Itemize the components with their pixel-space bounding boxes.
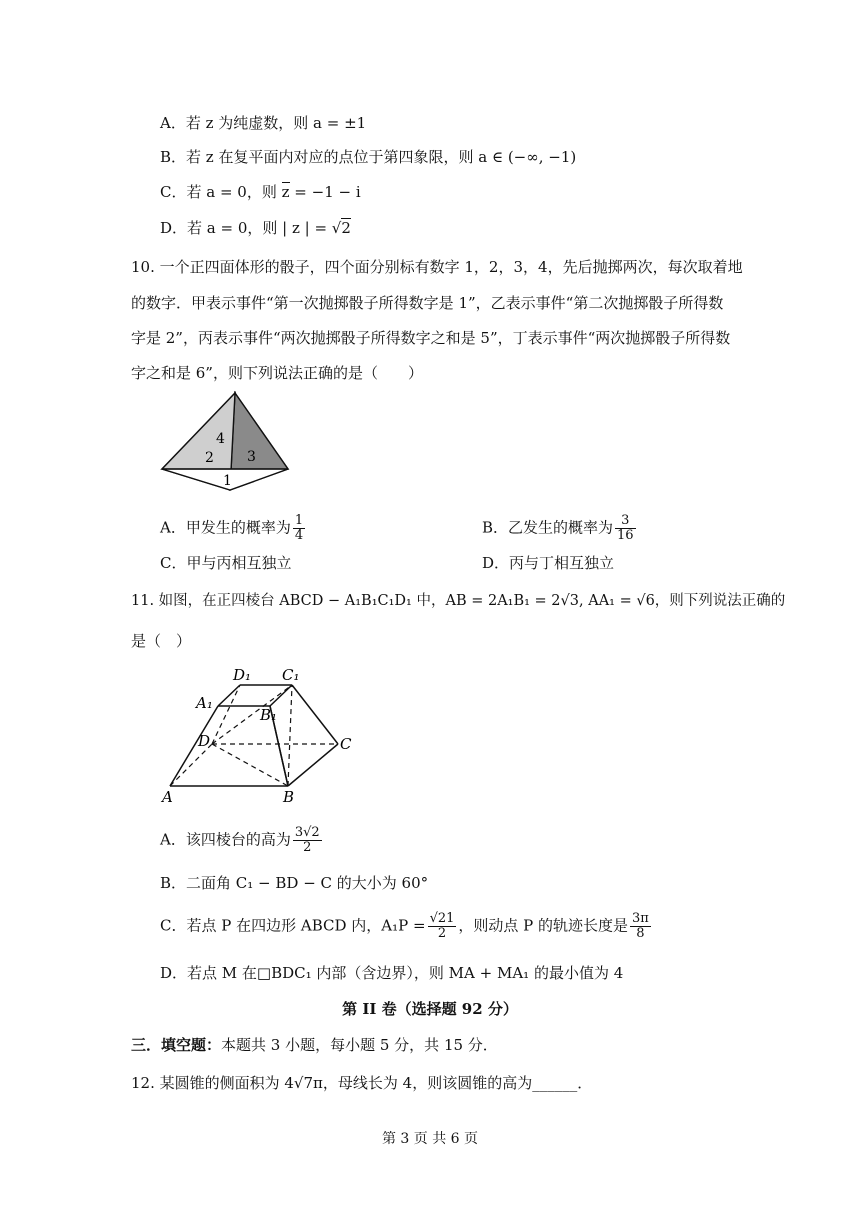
- label-c: C: [340, 735, 352, 753]
- q9-option-c-post: = −1 − i: [289, 183, 361, 201]
- q10-option-b-den: 16: [617, 528, 634, 543]
- q11-option-a-pre: A．该四棱台的高为: [160, 830, 291, 849]
- tetrahedron-figure: [150, 385, 300, 500]
- q10-option-a-pre: A．甲发生的概率为: [160, 518, 291, 537]
- label-b1: B₁: [260, 706, 278, 724]
- section-heading-bold: 三．填空题：: [131, 1036, 222, 1054]
- q12-text: 12. 某圆锥的侧面积为 4√7π，母线长为 4，则该圆锥的高为: [131, 1074, 533, 1092]
- q11-option-c-den2: 8: [636, 926, 645, 941]
- q11-option-c-num: √21: [429, 911, 455, 926]
- frustum-figure: [150, 660, 370, 810]
- q11-option-a-den: 2: [303, 840, 312, 855]
- q11-option-a: [160, 826, 324, 855]
- q10-option-a-num: 1: [294, 513, 304, 528]
- tetra-label-1: 1: [223, 473, 232, 489]
- label-c1: C₁: [282, 666, 300, 684]
- q11-line-1: 11. 如图，在正四棱台 ABCD − A₁B₁C₁D₁ 中，AB = 2A₁B₁ = 2√3, AA₁ = √6，则下列说法正确的: [131, 593, 786, 609]
- q9-option-a: A．若 z 为纯虚数，则 a = ±1: [160, 114, 367, 132]
- q11-option-c-pre: C．若点 P 在四边形 ABCD 内，A₁P =: [160, 916, 426, 935]
- q10-option-d: D．丙与丁相互独立: [482, 554, 615, 572]
- label-d1: D₁: [233, 666, 252, 684]
- q9-option-c-zbar: z: [281, 183, 290, 201]
- q11-option-c-den: 2: [437, 926, 447, 941]
- q10-option-c: C．甲与丙相互独立: [160, 554, 292, 572]
- q12-line: [131, 1072, 592, 1094]
- q12-end: ．: [577, 1074, 593, 1092]
- q9-option-d-pre: D．若 a = 0，则 | z | = √: [160, 219, 342, 237]
- q9-option-c-pre: C．若 a = 0，则: [160, 183, 282, 201]
- q10-line-3: 字是 2”，丙表示事件“两次抛掷骰子所得数字之和是 5”，丁表示事件“两次抛掷骰子所得数: [131, 329, 731, 347]
- q10-line-2: 的数字．甲表示事件“第一次抛掷骰子所得数字是 1”，乙表示事件“第二次抛掷骰子所得数: [131, 294, 724, 312]
- q10-option-a-den: 4: [294, 528, 304, 543]
- q9-option-d: [160, 217, 351, 239]
- section-heading-rest: 本题共 3 小题，每小题 5 分，共 15 分．: [221, 1036, 498, 1054]
- q10-option-b-fraction: [615, 514, 636, 543]
- q11-option-c-mid: ，则动点 P 的轨迹长度是: [458, 916, 629, 935]
- q11-option-a-fraction: [293, 826, 322, 855]
- label-a: A: [162, 788, 173, 806]
- tetra-label-4: 4: [216, 431, 225, 447]
- q11-option-c-num2: 3π: [632, 911, 649, 926]
- q12-answer-blank: ______: [532, 1074, 578, 1092]
- tetra-label-3: 3: [247, 449, 256, 465]
- q9-option-b: B．若 z 在复平面内对应的点位于第四象限，则 a ∈ (−∞, −1): [160, 148, 577, 166]
- q11-option-c: [160, 912, 653, 941]
- section-title: 第 II 卷（选择题 92 分）: [342, 1000, 518, 1018]
- q10-option-a: [160, 514, 307, 543]
- label-b: B: [283, 788, 295, 806]
- page-footer: 第 3 页 共 6 页: [381, 1131, 479, 1147]
- q11-line-2: 是（ ）: [131, 632, 192, 650]
- q11-option-a-num: 3√2: [294, 825, 320, 840]
- q10-option-b: [482, 514, 638, 543]
- label-a1: A₁: [196, 694, 213, 712]
- q11-option-c-fraction-1: [428, 912, 457, 941]
- q10-line-1: 10. 一个正四面体形的骰子，四个面分别标有数字 1，2，3，4，先后抛掷两次，每次取着地: [131, 258, 743, 276]
- q10-option-a-fraction: [293, 514, 305, 543]
- q9-option-c: [160, 181, 361, 203]
- q11-option-c-fraction-2: [630, 912, 651, 941]
- tetra-label-2: 2: [205, 450, 214, 466]
- label-d: D: [198, 732, 211, 750]
- q11-option-d: D．若点 M 在□BDC₁ 内部（含边界），则 MA + MA₁ 的最小值为 4: [160, 964, 624, 982]
- q9-option-d-radicand: 2: [341, 219, 351, 237]
- q10-line-4: 字之和是 6”，则下列说法正确的是（ ）: [131, 364, 423, 382]
- q11-option-b: B．二面角 C₁ − BD − C 的大小为 60°: [160, 874, 429, 892]
- q10-option-b-num: 3: [615, 514, 636, 529]
- section-heading: [131, 1034, 498, 1056]
- q10-option-b-pre: B．乙发生的概率为: [482, 518, 614, 537]
